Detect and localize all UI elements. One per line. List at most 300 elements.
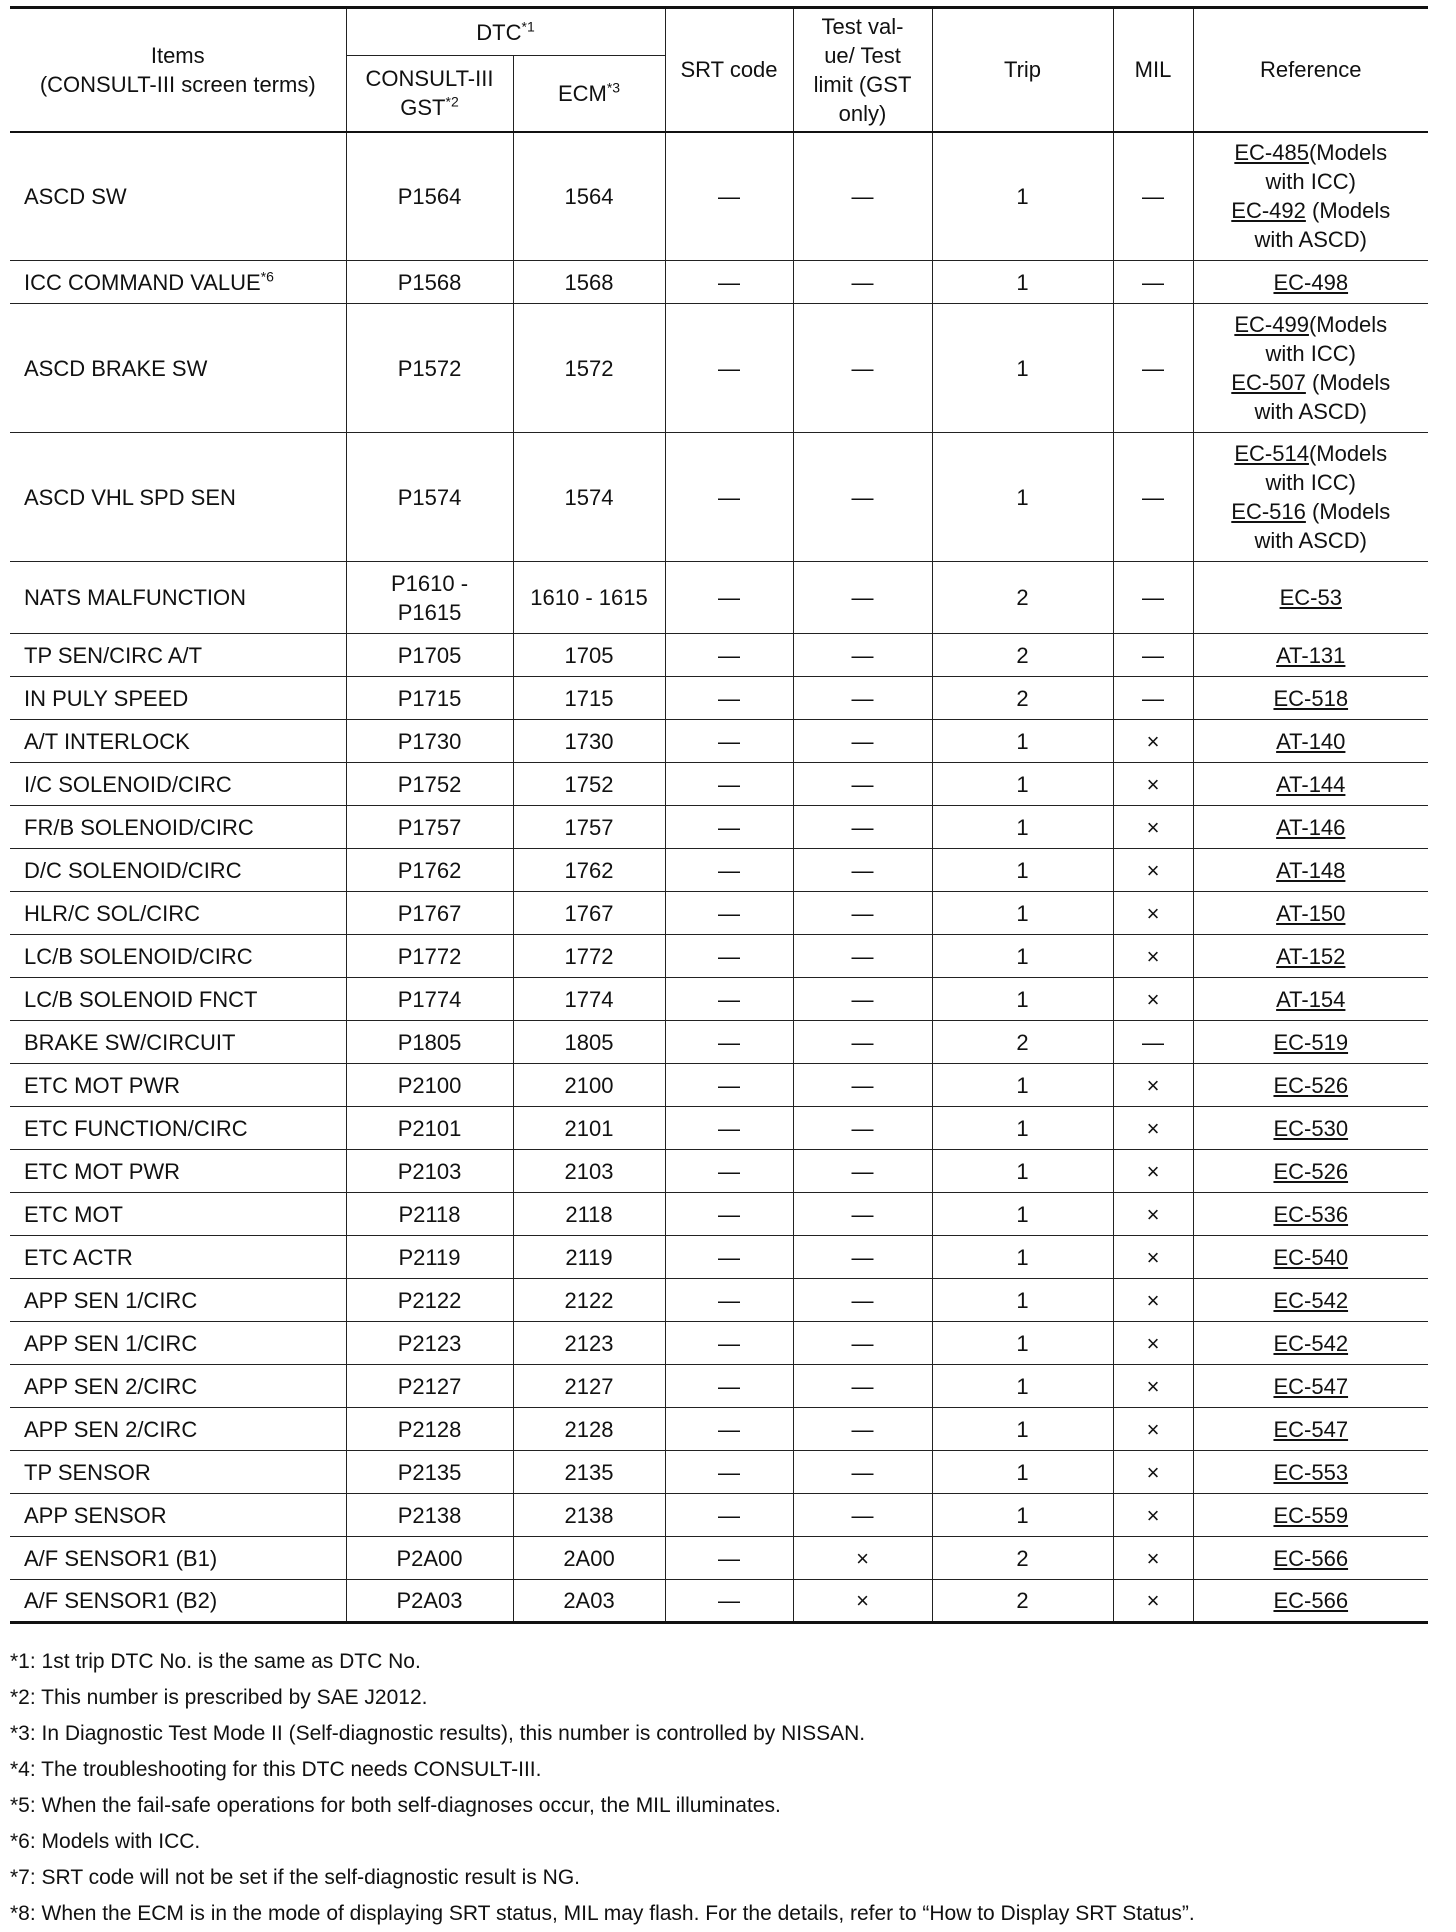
ecm-code-cell: 2123	[513, 1322, 665, 1365]
gst-code-cell	[346, 1451, 513, 1494]
item-cell	[10, 1580, 346, 1623]
gst-code-cell	[346, 763, 513, 806]
table-row	[10, 132, 1428, 261]
reference-link[interactable]: EC-519	[1273, 1029, 1349, 1055]
item-cell	[10, 1193, 346, 1236]
reference-link-ascd[interactable]: EC-492	[1231, 198, 1306, 224]
mil-cell: —	[1113, 261, 1193, 304]
ecm-code-cell: 2118	[513, 1193, 665, 1236]
item-cell	[10, 1279, 346, 1322]
trip-cell: 1	[932, 1322, 1113, 1365]
reference-cell	[1193, 1408, 1428, 1451]
table-row	[10, 720, 1428, 763]
test-value-cell: —	[793, 1451, 932, 1494]
item-label: ASCD SW	[24, 183, 127, 209]
test-value-cell: —	[793, 433, 932, 562]
reference-link[interactable]: EC-53	[1279, 585, 1342, 610]
table-row	[10, 1021, 1428, 1064]
item-cell	[10, 1494, 346, 1537]
mil-cell: ×	[1113, 1537, 1193, 1580]
table-row	[10, 1150, 1428, 1193]
gst-code: P1572	[397, 355, 462, 381]
reference-link[interactable]: AT-148	[1276, 857, 1346, 883]
srt-code-cell: —	[665, 1322, 793, 1365]
mil-cell: —	[1113, 304, 1193, 433]
reference-link[interactable]: EC-547	[1273, 1416, 1349, 1442]
item-label: FR/B SOLENOID/CIRC	[24, 814, 254, 840]
srt-code-cell: —	[665, 1580, 793, 1623]
reference-cell	[1193, 849, 1428, 892]
table-row	[10, 433, 1428, 562]
table-row	[10, 849, 1428, 892]
srt-code-cell: —	[665, 1279, 793, 1322]
item-cell	[10, 849, 346, 892]
ecm-code-cell: 1564	[513, 132, 665, 261]
table-row	[10, 1580, 1428, 1623]
reference-note: (Models	[1308, 441, 1388, 466]
item-label: I/C SOLENOID/CIRC	[24, 771, 232, 797]
trip-cell: 2	[932, 1021, 1113, 1064]
item-cell	[10, 1451, 346, 1494]
gst-code: P1774	[397, 986, 462, 1012]
mil-cell: ×	[1113, 892, 1193, 935]
mil-cell: ×	[1113, 720, 1193, 763]
gst-code: P2118	[398, 1201, 461, 1227]
reference-link[interactable]: EC-559	[1273, 1502, 1349, 1528]
reference-link[interactable]: EC-566	[1273, 1588, 1349, 1613]
item-cell	[10, 935, 346, 978]
item-cell	[10, 634, 346, 677]
reference-link[interactable]: AT-150	[1276, 900, 1346, 926]
mil-cell: ×	[1113, 1064, 1193, 1107]
table-body	[10, 132, 1428, 1623]
srt-code-cell: —	[665, 261, 793, 304]
header-test	[793, 8, 932, 132]
item-cell	[10, 562, 346, 634]
test-value-cell: —	[793, 720, 932, 763]
footnote: *2: This number is prescribed by SAE J2012.	[10, 1686, 428, 1709]
gst-code-cell	[346, 634, 513, 677]
ecm-code-cell: 2119	[513, 1236, 665, 1279]
reference-cell	[1193, 1193, 1428, 1236]
ecm-code-cell: 2128	[513, 1408, 665, 1451]
table-row	[10, 304, 1428, 433]
trip-cell: 1	[932, 132, 1113, 261]
reference-link[interactable]: EC-566	[1273, 1545, 1349, 1571]
header-ecm-sup: *3	[606, 79, 621, 96]
item-label: APP SEN 1/CIRC	[24, 1330, 198, 1356]
reference-link[interactable]: AT-154	[1276, 986, 1346, 1012]
trip-cell: 1	[932, 1365, 1113, 1408]
gst-code-cell	[346, 978, 513, 1021]
trip-cell: 2	[932, 562, 1113, 634]
gst-code-cell	[346, 132, 513, 261]
reference-cell	[1193, 763, 1428, 806]
reference-icc	[1198, 310, 1425, 339]
reference-link[interactable]: EC-526	[1273, 1072, 1349, 1098]
table-row	[10, 634, 1428, 677]
gst-code-cell	[346, 1408, 513, 1451]
test-value-cell: —	[793, 1494, 932, 1537]
header-dtc-label: DTC	[476, 19, 522, 45]
reference-link-icc[interactable]: EC-485	[1234, 140, 1309, 166]
gst-code: P1757	[397, 814, 462, 840]
reference-link[interactable]: EC-553	[1273, 1459, 1349, 1485]
header-test-l4: only)	[838, 100, 887, 126]
footnote: *7: SRT code will not be set if the self-diagnostic result is NG.	[10, 1866, 580, 1889]
item-cell	[10, 1322, 346, 1365]
table-row	[10, 978, 1428, 1021]
mil-cell: —	[1113, 433, 1193, 562]
reference-link[interactable]: EC-526	[1273, 1158, 1349, 1184]
mil-cell: ×	[1113, 1494, 1193, 1537]
test-value-cell: ×	[793, 1537, 932, 1580]
table-header	[10, 8, 1428, 132]
item-cell	[10, 304, 346, 433]
ecm-code-cell: 2100	[513, 1064, 665, 1107]
gst-code-cont: P1615	[397, 599, 462, 625]
item-label: LC/B SOLENOID/CIRC	[24, 943, 253, 969]
item-cell	[10, 1537, 346, 1580]
reference-note: with ASCD)	[1254, 528, 1367, 553]
reference-link[interactable]: EC-530	[1273, 1115, 1349, 1141]
reference-cell	[1193, 1064, 1428, 1107]
reference-cell	[1193, 562, 1428, 634]
table-row	[10, 1537, 1428, 1580]
gst-code: P1574	[397, 484, 462, 510]
test-value-cell: —	[793, 763, 932, 806]
test-value-cell: ×	[793, 1580, 932, 1623]
item-label: ETC MOT	[24, 1201, 123, 1227]
item-label: TP SEN/CIRC A/T	[24, 642, 203, 668]
mil-cell: ×	[1113, 1365, 1193, 1408]
mil-cell: ×	[1113, 849, 1193, 892]
test-value-cell: —	[793, 1365, 932, 1408]
test-value-cell: —	[793, 935, 932, 978]
srt-code-cell: —	[665, 1150, 793, 1193]
gst-code-cell	[346, 1236, 513, 1279]
mil-cell: ×	[1113, 1322, 1193, 1365]
item-label: LC/B SOLENOID FNCT	[24, 986, 258, 1012]
reference-cell	[1193, 1107, 1428, 1150]
gst-code: P1805	[397, 1029, 462, 1055]
header-ecm	[513, 56, 665, 132]
mil-cell: ×	[1113, 1279, 1193, 1322]
srt-code-cell: —	[665, 806, 793, 849]
test-value-cell: —	[793, 304, 932, 433]
reference-link[interactable]: EC-518	[1273, 685, 1349, 711]
srt-code-cell: —	[665, 1236, 793, 1279]
item-label: ASCD BRAKE SW	[24, 355, 208, 381]
header-items	[10, 8, 346, 132]
item-cell	[10, 763, 346, 806]
reference-link-icc[interactable]: EC-514	[1234, 441, 1309, 466]
header-test-l1: Test val-	[821, 13, 904, 39]
reference-icc	[1198, 138, 1425, 167]
gst-code: P2127	[397, 1373, 462, 1399]
item-cell	[10, 132, 346, 261]
item-label: ETC MOT PWR	[24, 1158, 181, 1184]
reference-cell	[1193, 978, 1428, 1021]
gst-code-cell	[346, 261, 513, 304]
item-cell	[10, 1365, 346, 1408]
reference-cell	[1193, 806, 1428, 849]
header-dtc-sup: *1	[521, 18, 535, 35]
header-consult: CONSULT-III	[365, 66, 494, 92]
reference-cell	[1193, 1451, 1428, 1494]
reference-link[interactable]: EC-542	[1273, 1287, 1349, 1313]
table-row	[10, 1494, 1428, 1537]
ecm-code-cell: 2127	[513, 1365, 665, 1408]
reference-link[interactable]: AT-144	[1276, 771, 1346, 797]
gst-code-cell	[346, 1193, 513, 1236]
gst-code: P1767	[397, 900, 462, 926]
gst-code: P2103	[397, 1158, 462, 1184]
header-consult-gst	[346, 56, 513, 132]
table-row	[10, 1107, 1428, 1150]
item-label: ETC MOT PWR	[24, 1072, 181, 1098]
item-cell	[10, 1064, 346, 1107]
item-label: A/F SENSOR1 (B2)	[24, 1588, 218, 1613]
table-row	[10, 1064, 1428, 1107]
mil-cell: ×	[1113, 935, 1193, 978]
item-label: ETC FUNCTION/CIRC	[24, 1115, 248, 1141]
trip-cell: 1	[932, 1494, 1113, 1537]
reference-link[interactable]: AT-131	[1276, 642, 1346, 668]
test-value-cell: —	[793, 849, 932, 892]
test-value-cell: —	[793, 1193, 932, 1236]
reference-link-ascd[interactable]: EC-507	[1231, 370, 1306, 395]
item-label: ASCD VHL SPD SEN	[24, 484, 236, 510]
reference-note: with ICC)	[1265, 341, 1356, 366]
item-label: HLR/C SOL/CIRC	[24, 900, 201, 926]
table-row	[10, 935, 1428, 978]
reference-note: (Models	[1305, 370, 1391, 395]
reference-cell	[1193, 1580, 1428, 1623]
reference-note: with ASCD)	[1254, 227, 1367, 253]
srt-code-cell: —	[665, 892, 793, 935]
reference-cell	[1193, 720, 1428, 763]
ecm-code-cell: 2138	[513, 1494, 665, 1537]
gst-code: P1705	[397, 642, 462, 668]
reference-cell	[1193, 132, 1428, 261]
reference-note: (Models	[1308, 140, 1388, 166]
item-cell	[10, 1408, 346, 1451]
footnote: *1: 1st trip DTC No. is the same as DTC No.	[10, 1650, 421, 1673]
table-row	[10, 1236, 1428, 1279]
test-value-cell: —	[793, 978, 932, 1021]
trip-cell: 1	[932, 763, 1113, 806]
srt-code-cell: —	[665, 1365, 793, 1408]
trip-cell: 1	[932, 1064, 1113, 1107]
reference-link[interactable]: EC-547	[1273, 1373, 1349, 1399]
gst-code-cell	[346, 1279, 513, 1322]
ecm-code-cell: 1705	[513, 634, 665, 677]
gst-code: P1762	[397, 857, 462, 883]
header-gst-sup: *2	[445, 93, 459, 110]
reference-cell	[1193, 1365, 1428, 1408]
gst-code: P2100	[397, 1072, 462, 1098]
test-value-cell: —	[793, 1322, 932, 1365]
reference-icc	[1198, 439, 1425, 468]
footnote: *6: Models with ICC.	[10, 1830, 201, 1853]
ecm-code-cell: 2A03	[513, 1580, 665, 1623]
header-gst-label: GST	[400, 95, 446, 121]
trip-cell: 1	[932, 806, 1113, 849]
gst-code-cell	[346, 562, 513, 634]
test-value-cell: —	[793, 1064, 932, 1107]
trip-cell: 1	[932, 1408, 1113, 1451]
reference-cell	[1193, 1279, 1428, 1322]
reference-note: (Models	[1305, 198, 1391, 224]
reference-note: (Models	[1308, 312, 1388, 337]
test-value-cell: —	[793, 677, 932, 720]
reference-ascd	[1198, 497, 1425, 526]
item-cell	[10, 433, 346, 562]
srt-code-cell: —	[665, 677, 793, 720]
srt-code-cell: —	[665, 763, 793, 806]
ecm-code-cell: 2103	[513, 1150, 665, 1193]
gst-code-cell	[346, 1107, 513, 1150]
item-cell	[10, 720, 346, 763]
table-row	[10, 677, 1428, 720]
gst-code-cell	[346, 935, 513, 978]
srt-code-cell: —	[665, 849, 793, 892]
header-test-l2: ue/ Test	[824, 42, 901, 68]
header-items-label: Items	[150, 42, 205, 68]
trip-cell: 1	[932, 433, 1113, 562]
item-label: ETC ACTR	[24, 1244, 133, 1270]
srt-code-cell: —	[665, 978, 793, 1021]
srt-code-cell: —	[665, 1451, 793, 1494]
table-row	[10, 1408, 1428, 1451]
header-reference: Reference	[1193, 8, 1428, 132]
mil-cell: ×	[1113, 1150, 1193, 1193]
ecm-code-cell: 1752	[513, 763, 665, 806]
mil-cell: —	[1113, 1021, 1193, 1064]
ecm-code-cell: 1572	[513, 304, 665, 433]
reference-link[interactable]: AT-146	[1276, 814, 1346, 840]
test-value-cell: —	[793, 1408, 932, 1451]
gst-code: P2138	[397, 1502, 462, 1528]
table-row	[10, 892, 1428, 935]
gst-code-cell	[346, 720, 513, 763]
footnote: *4: The troubleshooting for this DTC needs CONSULT-III.	[10, 1758, 542, 1781]
trip-cell: 1	[932, 978, 1113, 1021]
item-cell	[10, 1150, 346, 1193]
ecm-code-cell: 1757	[513, 806, 665, 849]
ecm-code-cell: 2122	[513, 1279, 665, 1322]
trip-cell: 2	[932, 634, 1113, 677]
mil-cell: ×	[1113, 1236, 1193, 1279]
mil-cell: —	[1113, 132, 1193, 261]
item-label: APP SENSOR	[24, 1502, 167, 1528]
test-value-cell: —	[793, 1021, 932, 1064]
ecm-code-cell: 1574	[513, 433, 665, 562]
trip-cell: 1	[932, 849, 1113, 892]
test-value-cell: —	[793, 1107, 932, 1150]
table-row	[10, 1451, 1428, 1494]
mil-cell: —	[1113, 634, 1193, 677]
item-sup: *6	[260, 268, 274, 285]
reference-link[interactable]: AT-140	[1276, 728, 1346, 754]
item-cell	[10, 1021, 346, 1064]
gst-code: P2101	[397, 1115, 462, 1141]
srt-code-cell: —	[665, 1064, 793, 1107]
ecm-code-cell: 2135	[513, 1451, 665, 1494]
srt-code-cell: —	[665, 1021, 793, 1064]
reference-cell	[1193, 1494, 1428, 1537]
reference-link-ascd[interactable]: EC-516	[1231, 499, 1306, 524]
srt-code-cell: —	[665, 935, 793, 978]
trip-cell: 1	[932, 1107, 1113, 1150]
srt-code-cell: —	[665, 1193, 793, 1236]
item-label: IN PULY SPEED	[24, 685, 189, 711]
item-cell	[10, 806, 346, 849]
gst-code: P1568	[397, 269, 462, 295]
table-row	[10, 1365, 1428, 1408]
trip-cell: 1	[932, 1193, 1113, 1236]
gst-code-cell	[346, 1021, 513, 1064]
gst-code-cell	[346, 433, 513, 562]
gst-code: P2123	[397, 1330, 462, 1356]
header-items-sub: (CONSULT-III screen terms)	[39, 71, 316, 97]
srt-code-cell: —	[665, 1107, 793, 1150]
header-mil: MIL	[1113, 8, 1193, 132]
gst-code: P1730	[397, 728, 462, 754]
trip-cell: 1	[932, 261, 1113, 304]
gst-code-cell	[346, 1365, 513, 1408]
item-label: A/F SENSOR1 (B1)	[24, 1545, 218, 1571]
gst-code: P2122	[397, 1287, 462, 1313]
item-label: A/T INTERLOCK	[24, 728, 190, 754]
reference-link[interactable]: AT-152	[1276, 943, 1346, 969]
gst-code-cell	[346, 849, 513, 892]
test-value-cell: —	[793, 132, 932, 261]
reference-note: with ASCD)	[1254, 399, 1367, 424]
item-cell	[10, 677, 346, 720]
test-value-cell: —	[793, 1279, 932, 1322]
reference-link-icc[interactable]: EC-499	[1234, 312, 1309, 337]
test-value-cell: —	[793, 892, 932, 935]
gst-code: P1752	[397, 771, 462, 797]
gst-code: P2119	[398, 1244, 461, 1270]
ecm-code-cell: 1767	[513, 892, 665, 935]
gst-code-cell	[346, 1580, 513, 1623]
reference-link[interactable]: EC-542	[1273, 1330, 1349, 1356]
gst-code: P2A03	[396, 1588, 463, 1613]
trip-cell: 2	[932, 1537, 1113, 1580]
ecm-code-cell: 1772	[513, 935, 665, 978]
reference-cell	[1193, 261, 1428, 304]
ecm-code-cell: 1805	[513, 1021, 665, 1064]
srt-code-cell: —	[665, 132, 793, 261]
table-row	[10, 1193, 1428, 1236]
gst-code-cell	[346, 1150, 513, 1193]
reference-link[interactable]: EC-540	[1273, 1244, 1349, 1270]
srt-code-cell: —	[665, 562, 793, 634]
reference-link[interactable]: EC-536	[1273, 1201, 1349, 1227]
ecm-code-cell: 1715	[513, 677, 665, 720]
mil-cell: ×	[1113, 1408, 1193, 1451]
item-label: APP SEN 1/CIRC	[24, 1287, 198, 1313]
table-row	[10, 763, 1428, 806]
header-dtc	[346, 8, 665, 56]
item-cell	[10, 1236, 346, 1279]
reference-link[interactable]: EC-498	[1273, 269, 1349, 295]
item-label: D/C SOLENOID/CIRC	[24, 857, 242, 883]
dtc-table	[10, 6, 1428, 1624]
